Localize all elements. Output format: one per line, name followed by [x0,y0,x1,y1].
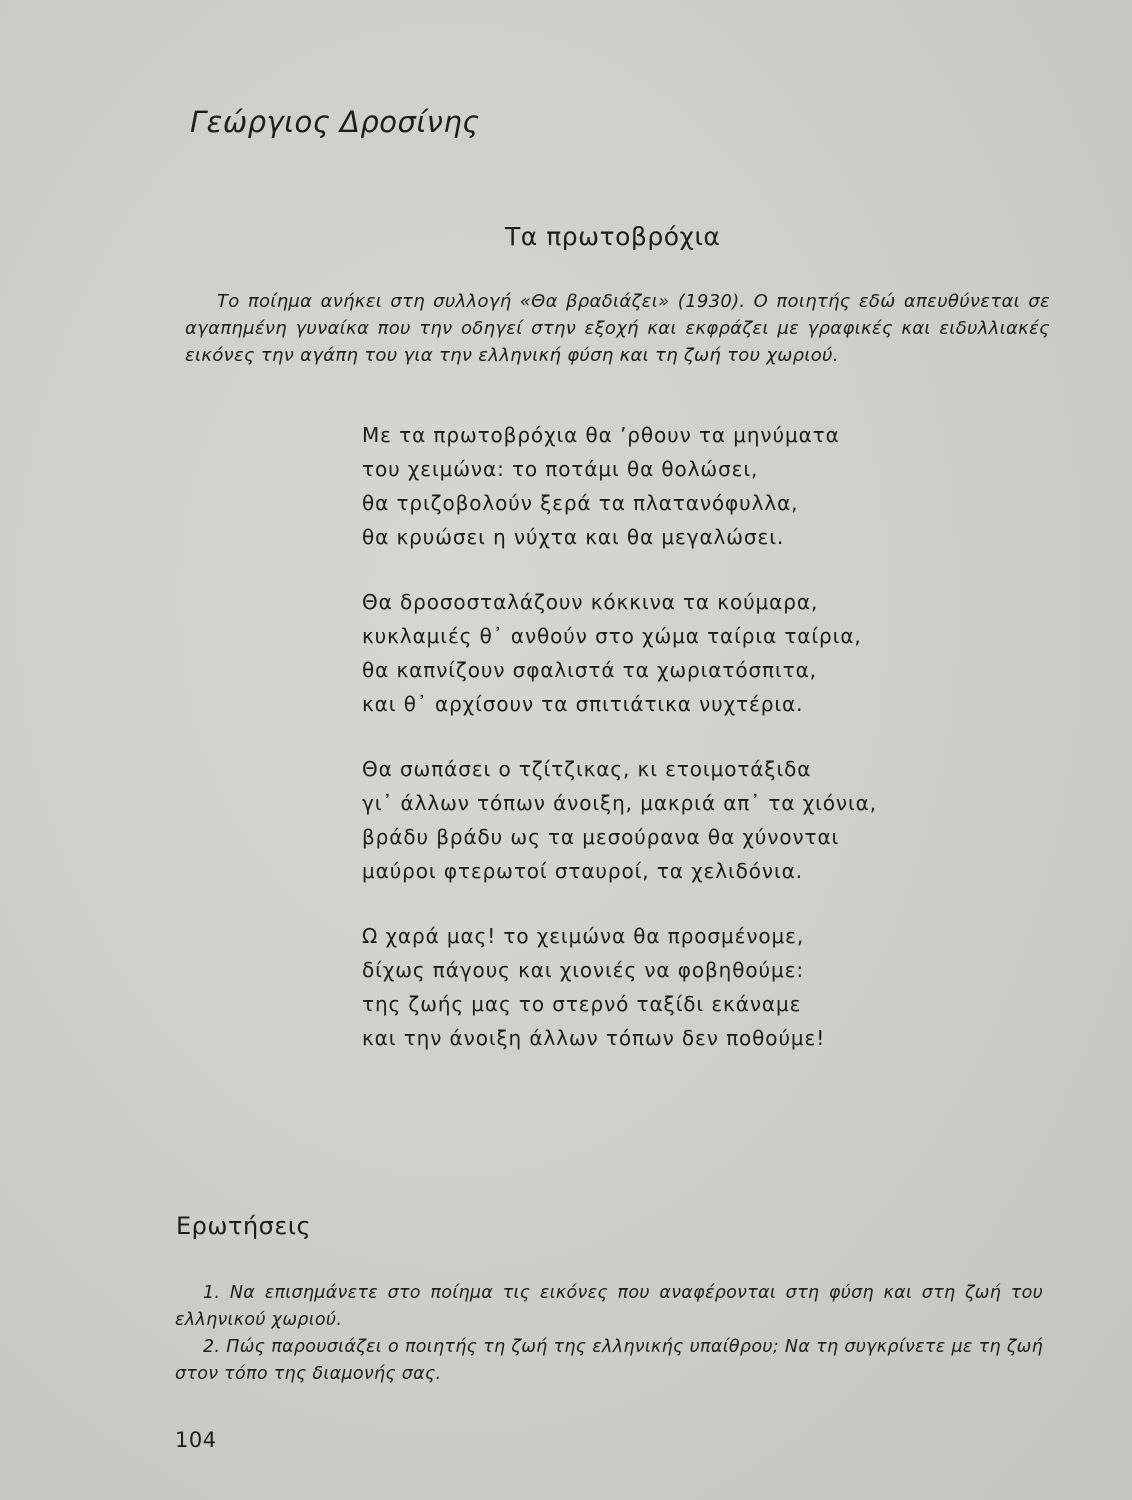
stanza-1 [362,418,922,554]
verse-line: μαύροι φτερωτοί σταυροί, τα χελιδόνια. [362,859,804,883]
stanza-4 [362,919,922,1055]
verse-line: της ζωής μας το στερνό ταξίδι εκάναμε [362,992,802,1016]
poem-body [362,418,922,1086]
question-item: 1. Να επισημάνετε στο ποίημα τις εικόνες που αναφέρονται στη φύση και στη ζωή του ελληνικού χωριού. [175,1283,1043,1330]
verse-line: του χειμώνα: το ποτάμι θα θολώσει, [362,457,759,481]
poem-title: Τα πρωτοβρόχια [505,222,721,251]
verse-line: βράδυ βράδυ ως τα μεσούρανα θα χύνονται [362,825,840,849]
verse-line: Ω χαρά μας! το χειμώνα θα προσμένομε, [362,924,805,948]
poem-introduction: Το ποίημα ανήκει στη συλλογή «Θα βραδιάζει» (1930). Ο ποιητής εδώ απευθύνεται σε αγαπημένη γυναίκα που την οδηγεί στην εξοχή και εκφράζει με γραφικές και ειδυλλιακές εικόνες την αγάπη του για την ελληνική φύση και τη ζωή του χωριού. [185,291,1050,366]
verse-line: θα καπνίζουν σφαλιστά τα χωριατόσπιτα, [362,658,817,682]
verse-line: και θ᾽ αρχίσουν τα σπιτιάτικα νυχτέρια. [362,692,804,716]
stanza-3 [362,752,922,888]
verse-line: θα κρυώσει η νύχτα και θα μεγαλώσει. [362,525,785,549]
questions-list [175,1280,1043,1388]
verse-line: Θα δροσοσταλάζουν κόκκινα τα κούμαρα, [362,590,819,614]
verse-line: δίχως πάγους και χιονιές να φοβηθούμε: [362,958,804,982]
verse-line: Θα σωπάσει ο τζίτζικας, κι ετοιμοτάξιδα [362,757,812,781]
page-number: 104 [175,1428,217,1452]
verse-line: κυκλαμιές θ᾽ ανθούν στο χώμα ταίρια ταίρια, [362,624,862,648]
author-name: Γεώργιος Δροσίνης [190,105,480,139]
question-item: 2. Πώς παρουσιάζει ο ποιητής τη ζωή της ελληνικής υπαίθρου; Να τη συγκρίνετε με τη ζωή στον τόπο της διαμονής σας. [175,1337,1043,1384]
stanza-2 [362,585,922,721]
verse-line: και την άνοιξη άλλων τόπων δεν ποθούμε! [362,1026,826,1050]
verse-line: Με τα πρωτοβρόχια θα ’ρθουν τα μηνύματα [362,423,840,447]
verse-line: θα τριζοβολούν ξερά τα πλατανόφυλλα, [362,491,799,515]
questions-heading: Ερωτήσεις [176,1212,312,1240]
verse-line: γι᾽ άλλων τόπων άνοιξη, μακριά απ᾽ τα χιόνια, [362,791,877,815]
